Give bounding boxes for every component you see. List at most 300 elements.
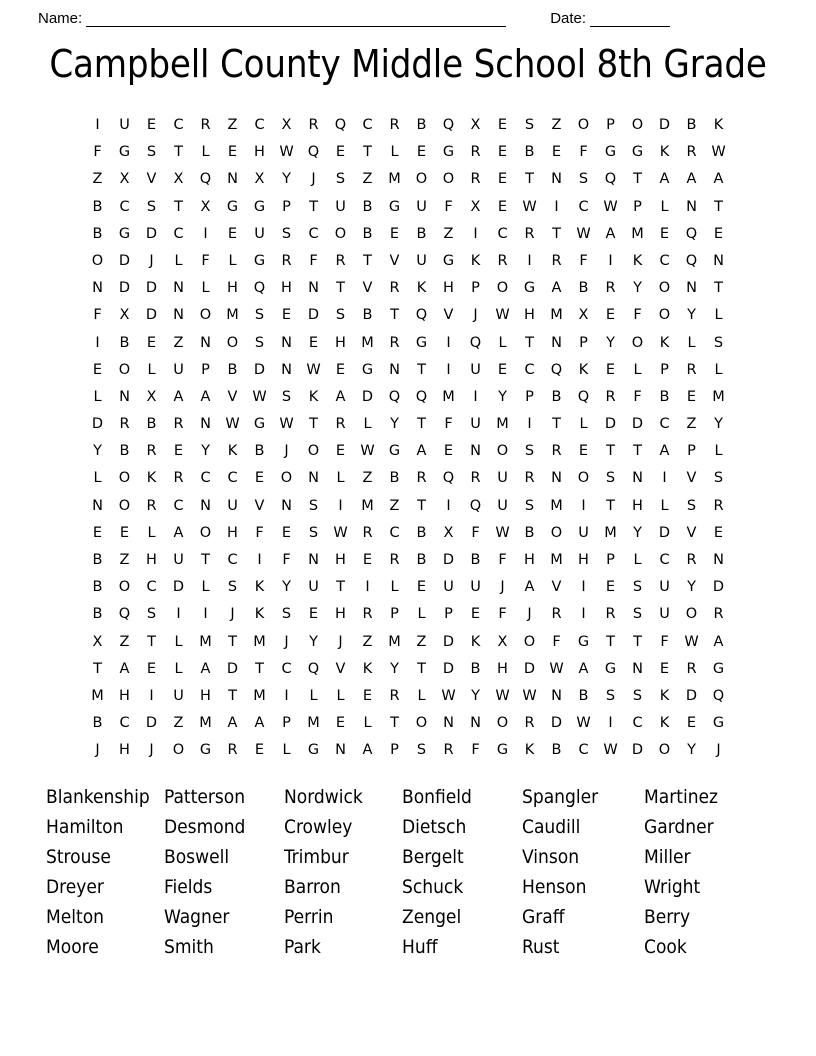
grid-cell: U xyxy=(470,579,481,596)
grid-cell: M xyxy=(199,715,212,732)
grid-cell: D xyxy=(604,416,617,433)
word-list-item: Blankenship xyxy=(46,786,150,808)
grid-cell: D xyxy=(145,307,158,324)
grid-cell: I xyxy=(581,497,586,514)
grid-cell: E xyxy=(713,524,724,541)
grid-cell: L xyxy=(174,252,183,269)
grid-cell: M xyxy=(199,633,212,650)
grid-cell: N xyxy=(632,660,643,677)
grid-cell: O xyxy=(442,171,455,188)
grid-cell: E xyxy=(335,361,346,378)
grid-cell: R xyxy=(551,606,562,623)
grid-cell: N xyxy=(551,334,562,351)
grid-cell: Q xyxy=(415,388,428,405)
grid-cell: B xyxy=(416,552,427,568)
grid-cell: F xyxy=(282,552,291,568)
word-list-item: Crowley xyxy=(284,816,353,838)
grid-cell: S xyxy=(713,334,724,351)
grid-cell: T xyxy=(633,443,642,460)
grid-cell: O xyxy=(577,117,590,133)
grid-cell: E xyxy=(308,334,319,351)
grid-cell: G xyxy=(307,742,320,759)
grid-cell: G xyxy=(118,225,131,242)
grid-cell: S xyxy=(632,579,643,596)
grid-cell: T xyxy=(525,334,534,351)
word-list-item: Boswell xyxy=(164,846,230,868)
grid-cell: E xyxy=(686,715,697,732)
name-label: Name: xyxy=(38,10,83,27)
date-blank-line[interactable] xyxy=(590,13,670,27)
grid-cell: N xyxy=(200,334,211,351)
grid-cell: N xyxy=(308,470,319,487)
grid-cell: H xyxy=(524,552,535,568)
word-list-item: Fields xyxy=(164,876,213,898)
grid-cell: T xyxy=(606,443,615,460)
grid-cell: P xyxy=(633,198,642,215)
grid-cell: G xyxy=(631,144,644,161)
grid-cell: Z xyxy=(416,633,427,650)
grid-cell: Q xyxy=(307,144,320,161)
grid-cell: I xyxy=(608,252,613,269)
grid-cell: H xyxy=(119,687,130,704)
grid-cell: H xyxy=(578,552,589,568)
grid-cell: B xyxy=(389,470,400,487)
grid-cell: T xyxy=(201,552,210,568)
grid-cell: U xyxy=(497,497,508,514)
grid-cell: R xyxy=(146,443,157,460)
grid-cell: F xyxy=(93,144,102,161)
grid-cell: B xyxy=(92,198,103,215)
grid-cell: D xyxy=(631,416,644,433)
grid-cell: B xyxy=(524,144,535,161)
grid-cell: D xyxy=(631,742,644,759)
grid-cell: P xyxy=(525,388,534,405)
grid-cell: B xyxy=(416,117,427,133)
grid-cell: Y xyxy=(309,633,318,650)
grid-cell: F xyxy=(444,416,453,433)
grid-cell: T xyxy=(147,633,156,650)
grid-cell: Q xyxy=(685,252,698,269)
grid-cell: B xyxy=(659,388,670,405)
grid-cell: R xyxy=(470,470,481,487)
grid-cell: K xyxy=(470,633,481,650)
grid-cell: G xyxy=(361,361,374,378)
grid-cell: C xyxy=(659,416,670,433)
grid-cell: S xyxy=(578,171,589,188)
grid-cell: L xyxy=(687,334,696,351)
grid-cell: C xyxy=(227,470,238,487)
grid-cell: J xyxy=(149,252,154,269)
grid-cell: E xyxy=(443,443,454,460)
grid-cell: B xyxy=(416,225,427,242)
grid-cell: E xyxy=(659,225,670,242)
grid-cell: A xyxy=(524,579,535,596)
grid-cell: C xyxy=(173,225,184,242)
grid-cell: B xyxy=(254,443,265,460)
grid-cell: G xyxy=(253,252,266,269)
grid-cell: K xyxy=(524,742,535,759)
grid-cell: P xyxy=(579,334,588,351)
grid-cell: R xyxy=(227,742,238,759)
grid-cell: C xyxy=(362,117,373,133)
grid-cell: Z xyxy=(362,470,373,487)
grid-cell: R xyxy=(389,687,400,704)
grid-cell: E xyxy=(146,117,157,133)
grid-cell: T xyxy=(228,687,237,704)
word-list-item: Martinez xyxy=(644,786,719,808)
grid-cell: E xyxy=(146,660,157,677)
word-list-item: Bergelt xyxy=(402,846,464,868)
grid-cell: P xyxy=(390,606,399,623)
grid-cell: R xyxy=(470,171,481,188)
grid-cell: J xyxy=(338,633,343,650)
grid-cell: I xyxy=(284,687,289,704)
grid-cell: Y xyxy=(201,443,210,460)
grid-cell: R xyxy=(173,416,184,433)
grid-cell: M xyxy=(307,715,320,732)
grid-cell: C xyxy=(659,252,670,269)
grid-cell: P xyxy=(282,715,291,732)
grid-cell: J xyxy=(473,307,478,324)
grid-cell: D xyxy=(685,687,698,704)
grid-cell: W xyxy=(684,633,699,650)
grid-cell: H xyxy=(227,280,238,297)
grid-cell: G xyxy=(415,334,428,351)
grid-cell: T xyxy=(390,715,399,732)
grid-cell: G xyxy=(199,742,212,759)
grid-cell: R xyxy=(389,334,400,351)
grid-cell: E xyxy=(308,606,319,623)
word-list-item: Patterson xyxy=(164,786,246,808)
grid-cell: E xyxy=(92,524,103,541)
grid-cell: O xyxy=(631,117,644,133)
grid-cell: X xyxy=(470,198,481,215)
grid-cell: U xyxy=(416,252,427,269)
grid-cell: L xyxy=(714,361,723,378)
grid-cell: D xyxy=(253,361,266,378)
grid-cell: B xyxy=(416,524,427,541)
grid-cell: Q xyxy=(307,660,320,677)
grid-cell: X xyxy=(200,198,211,215)
grid-cell: C xyxy=(524,361,535,378)
grid-cell: B xyxy=(686,117,697,133)
grid-cell: L xyxy=(201,144,210,161)
grid-cell: I xyxy=(176,606,181,623)
grid-cell: K xyxy=(659,144,670,161)
grid-cell: X xyxy=(281,117,292,133)
grid-cell: E xyxy=(119,524,130,541)
grid-cell: E xyxy=(605,579,616,596)
grid-cell: L xyxy=(363,416,372,433)
grid-cell: K xyxy=(659,687,670,704)
grid-cell: O xyxy=(523,633,536,650)
grid-cell: A xyxy=(659,443,670,460)
grid-cell: T xyxy=(417,497,426,514)
grid-cell: I xyxy=(662,470,667,487)
word-list-item: Miller xyxy=(644,846,691,868)
grid-cell: U xyxy=(254,225,265,242)
grid-cell: E xyxy=(470,606,481,623)
grid-cell: H xyxy=(632,497,643,514)
grid-cell: A xyxy=(362,742,373,759)
grid-cell: W xyxy=(711,144,726,161)
grid-cell: S xyxy=(146,606,157,623)
grid-cell: H xyxy=(443,280,454,297)
grid-cell: C xyxy=(146,579,157,596)
grid-cell: D xyxy=(91,416,104,433)
grid-cell: T xyxy=(552,225,561,242)
grid-cell: Z xyxy=(686,416,697,433)
grid-cell: T xyxy=(255,660,264,677)
grid-cell: O xyxy=(334,225,347,242)
grid-cell: R xyxy=(713,497,724,514)
grid-cell: A xyxy=(605,225,616,242)
grid-cell: N xyxy=(713,252,724,269)
grid-cell: C xyxy=(308,225,319,242)
grid-cell: C xyxy=(119,198,130,215)
grid-cell: O xyxy=(118,579,131,596)
grid-cell: I xyxy=(446,361,451,378)
grid-cell: G xyxy=(253,416,266,433)
grid-cell: R xyxy=(686,552,697,568)
grid-cell: J xyxy=(230,606,235,623)
word-list-item: Schuck xyxy=(402,876,464,898)
grid-cell: N xyxy=(632,470,643,487)
grid-cell: E xyxy=(281,524,292,541)
grid-cell: K xyxy=(146,470,157,487)
grid-cell: O xyxy=(577,470,590,487)
grid-cell: O xyxy=(172,742,185,759)
grid-cell: V xyxy=(443,307,454,324)
grid-cell: L xyxy=(282,742,291,759)
grid-cell: C xyxy=(281,660,292,677)
grid-cell: F xyxy=(579,252,588,269)
grid-cell: T xyxy=(633,633,642,650)
grid-cell: L xyxy=(336,687,345,704)
grid-cell: Z xyxy=(173,334,184,351)
grid-cell: S xyxy=(227,579,238,596)
grid-cell: R xyxy=(605,280,616,297)
grid-cell: A xyxy=(686,171,697,188)
grid-cell: G xyxy=(712,660,725,677)
grid-cell: J xyxy=(527,606,532,623)
grid-cell: R xyxy=(335,252,346,269)
grid-cell: M xyxy=(361,497,374,514)
name-blank-line[interactable] xyxy=(86,13,506,27)
grid-cell: R xyxy=(389,552,400,568)
grid-cell: I xyxy=(581,606,586,623)
grid-cell: N xyxy=(308,280,319,297)
grid-cell: B xyxy=(551,742,562,759)
grid-cell: U xyxy=(416,198,427,215)
grid-cell: R xyxy=(146,497,157,514)
grid-cell: E xyxy=(254,470,265,487)
grid-cell: L xyxy=(660,198,669,215)
grid-cell: F xyxy=(444,198,453,215)
grid-cell: H xyxy=(497,660,508,677)
page-title: Campbell County Middle School 8th Grade xyxy=(49,42,767,86)
grid-cell: Q xyxy=(550,361,563,378)
grid-cell: G xyxy=(226,198,239,215)
grid-cell: V xyxy=(686,470,697,487)
grid-cell: R xyxy=(362,524,373,541)
grid-cell: T xyxy=(633,171,642,188)
grid-cell: K xyxy=(659,334,670,351)
grid-cell: I xyxy=(257,552,262,568)
word-list-item: Desmond xyxy=(164,816,246,838)
grid-cell: R xyxy=(335,416,346,433)
grid-cell: U xyxy=(335,198,346,215)
grid-cell: C xyxy=(173,117,184,133)
grid-cell: Y xyxy=(282,579,291,596)
grid-cell: M xyxy=(388,171,401,188)
grid-cell: R xyxy=(119,416,130,433)
grid-cell: D xyxy=(550,715,563,732)
grid-cell: N xyxy=(713,552,724,568)
grid-cell: D xyxy=(307,307,320,324)
grid-cell: L xyxy=(417,606,426,623)
grid-cell: B xyxy=(92,579,103,596)
grid-cell: D xyxy=(361,388,374,405)
grid-cell: S xyxy=(335,171,346,188)
grid-cell: D xyxy=(442,660,455,677)
grid-cell: D xyxy=(145,225,158,242)
grid-cell: R xyxy=(713,606,724,623)
grid-cell: W xyxy=(576,715,591,732)
grid-cell: Q xyxy=(685,225,698,242)
grid-cell: W xyxy=(603,198,618,215)
grid-cell: F xyxy=(471,742,480,759)
grid-cell: T xyxy=(417,416,426,433)
grid-cell: R xyxy=(308,117,319,133)
grid-cell: W xyxy=(306,361,321,378)
grid-cell: R xyxy=(686,361,697,378)
grid-cell: L xyxy=(417,687,426,704)
grid-cell: U xyxy=(173,552,184,568)
word-list-item: Huff xyxy=(402,936,438,958)
grid-cell: F xyxy=(498,606,507,623)
grid-cell: W xyxy=(549,660,564,677)
grid-cell: O xyxy=(307,443,320,460)
grid-cell: G xyxy=(577,633,590,650)
grid-cell: R xyxy=(605,388,616,405)
grid-cell: D xyxy=(442,633,455,650)
grid-cell: R xyxy=(443,742,454,759)
grid-cell: U xyxy=(227,497,238,514)
grid-cell: E xyxy=(605,307,616,324)
grid-cell: I xyxy=(608,715,613,732)
grid-cell: N xyxy=(92,280,103,297)
word-list-item: Hamilton xyxy=(46,816,124,838)
grid-cell: G xyxy=(712,715,725,732)
grid-cell: Y xyxy=(282,171,291,188)
grid-cell: I xyxy=(527,252,532,269)
grid-cell: S xyxy=(281,225,292,242)
grid-cell: A xyxy=(173,524,184,541)
grid-cell: L xyxy=(201,579,210,596)
grid-cell: Y xyxy=(606,334,615,351)
grid-cell: J xyxy=(284,443,289,460)
grid-cell: X xyxy=(173,171,184,188)
grid-cell: S xyxy=(524,443,535,460)
grid-cell: L xyxy=(633,361,642,378)
grid-cell: A xyxy=(119,660,130,677)
grid-cell: B xyxy=(92,225,103,242)
grid-cell: I xyxy=(203,606,208,623)
worksheet-header xyxy=(0,0,816,28)
grid-cell: U xyxy=(470,416,481,433)
grid-cell: I xyxy=(149,687,154,704)
grid-cell: C xyxy=(578,198,589,215)
grid-cell: O xyxy=(496,715,509,732)
grid-cell: A xyxy=(416,443,427,460)
grid-cell: O xyxy=(118,470,131,487)
grid-cell: Z xyxy=(173,715,184,732)
grid-cell: J xyxy=(95,742,100,759)
grid-cell: N xyxy=(281,361,292,378)
grid-cell: L xyxy=(390,579,399,596)
grid-cell: L xyxy=(228,252,237,269)
grid-cell: R xyxy=(362,606,373,623)
word-list-item: Zengel xyxy=(402,906,462,928)
grid-cell: N xyxy=(551,687,562,704)
grid-cell: O xyxy=(658,280,671,297)
grid-cell: Q xyxy=(469,497,482,514)
grid-cell: K xyxy=(659,715,670,732)
grid-cell: R xyxy=(173,470,184,487)
grid-cell: X xyxy=(578,307,589,324)
grid-cell: Y xyxy=(687,742,696,759)
grid-cell: Q xyxy=(712,687,725,704)
grid-cell: M xyxy=(253,633,266,650)
grid-cell: X xyxy=(470,117,481,133)
grid-cell: Z xyxy=(362,633,373,650)
word-list-item: Smith xyxy=(164,936,214,958)
grid-cell: F xyxy=(552,633,561,650)
grid-cell: D xyxy=(172,579,185,596)
grid-cell: T xyxy=(390,307,399,324)
grid-cell: L xyxy=(579,416,588,433)
grid-cell: E xyxy=(362,552,373,568)
word-list-item: Moore xyxy=(46,936,99,958)
grid-cell: Y xyxy=(687,579,696,596)
grid-cell: I xyxy=(473,225,478,242)
grid-cell: S xyxy=(254,334,265,351)
grid-cell: W xyxy=(279,144,294,161)
grid-cell: H xyxy=(281,280,292,297)
grid-cell: S xyxy=(605,470,616,487)
grid-cell: L xyxy=(201,280,210,297)
grid-cell: S xyxy=(686,497,697,514)
grid-cell: T xyxy=(93,660,102,677)
grid-cell: U xyxy=(659,579,670,596)
grid-cell: T xyxy=(525,171,534,188)
word-list-item: Bonfield xyxy=(402,786,472,808)
grid-cell: S xyxy=(524,497,535,514)
grid-cell: N xyxy=(551,470,562,487)
grid-cell: N xyxy=(119,388,130,405)
grid-cell: Q xyxy=(577,388,590,405)
grid-cell: R xyxy=(281,252,292,269)
grid-cell: R xyxy=(200,117,211,133)
grid-cell: S xyxy=(524,117,535,133)
grid-cell: V xyxy=(146,171,157,188)
grid-cell: C xyxy=(497,225,508,242)
grid-cell: E xyxy=(497,361,508,378)
grid-cell: S xyxy=(146,144,157,161)
grid-cell: C xyxy=(173,497,184,514)
grid-cell: A xyxy=(335,388,346,405)
